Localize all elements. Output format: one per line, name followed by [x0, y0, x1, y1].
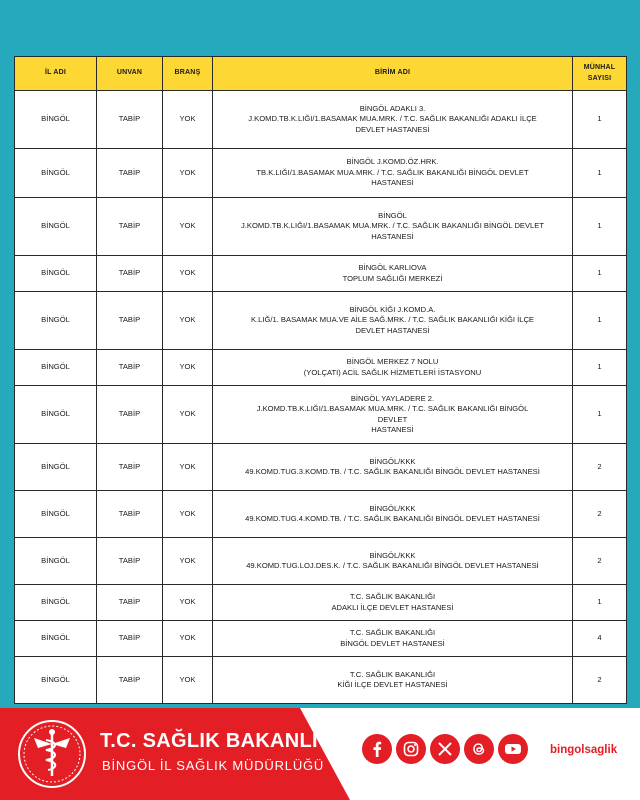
- birim-line: BİNGÖL KARLIOVA: [358, 263, 427, 272]
- cell-birim: [213, 585, 573, 621]
- cell-munhal: 2: [573, 538, 627, 585]
- cell-brans: YOK: [163, 657, 213, 704]
- vacancy-table: [14, 56, 627, 704]
- cell-unvan: TABİP: [97, 91, 163, 149]
- table-body: [15, 91, 627, 704]
- birim-line: HASTANESİ: [371, 425, 414, 434]
- table-row: [15, 91, 627, 149]
- facebook-icon[interactable]: [362, 734, 392, 764]
- cell-brans: YOK: [163, 198, 213, 256]
- cell-il: BİNGÖL: [15, 198, 97, 256]
- birim-line: ADAKLI İLÇE DEVLET HASTANESİ: [331, 602, 454, 612]
- cell-birim: [213, 444, 573, 491]
- table-row: [15, 444, 627, 491]
- birim-line: DEVLET HASTANESİ: [355, 124, 430, 134]
- header-munhal-line1: MÜNHAL: [583, 64, 616, 71]
- cell-munhal: 2: [573, 657, 627, 704]
- birim-line: K.LIĞ/1. BASAMAK MUA.VE AİLE SAĞ.MRK. / T.C. SAĞLIK BAKANLIĞI KİĞI İLÇE: [250, 315, 535, 325]
- birim-line: HASTANESİ: [371, 178, 414, 188]
- cell-unvan: TABİP: [97, 585, 163, 621]
- table-row: [15, 256, 627, 292]
- cell-unvan: TABİP: [97, 198, 163, 256]
- cell-munhal: 2: [573, 491, 627, 538]
- birim-line: BİNGÖL KİĞI J.KOMD.A.: [349, 304, 436, 314]
- cell-il: BİNGÖL: [15, 256, 97, 292]
- cell-brans: YOK: [163, 149, 213, 198]
- cell-munhal: 1: [573, 350, 627, 386]
- header-birim: BİRİM ADI: [213, 57, 573, 91]
- table-row: [15, 585, 627, 621]
- birim-line: BİNGÖL/KKK: [369, 503, 416, 513]
- cell-unvan: TABİP: [97, 491, 163, 538]
- cell-brans: YOK: [163, 621, 213, 657]
- table-row: [15, 657, 627, 704]
- birim-line: 49.KOMD.TUG.4.KOMD.TB. / T.C. SAĞLIK BAKANLIĞI BİNGÖL DEVLET HASTANESİ: [245, 514, 540, 523]
- cell-brans: YOK: [163, 256, 213, 292]
- cell-munhal: 1: [573, 585, 627, 621]
- youtube-icon[interactable]: [498, 734, 528, 764]
- birim-line: BİNGÖL/KKK: [369, 456, 416, 466]
- cell-il: BİNGÖL: [15, 292, 97, 350]
- cell-unvan: TABİP: [97, 386, 163, 444]
- birim-line: TOPLUM SAĞLIĞI MERKEZİ: [342, 273, 443, 283]
- birim-line: (YOLÇATI) ACİL SAĞLIK HİZMETLERİ İSTASYONU: [303, 367, 482, 377]
- table-row: [15, 292, 627, 350]
- birim-line: BİNGÖL YAYLADERE 2.: [350, 393, 435, 403]
- header-unvan: UNVAN: [97, 57, 163, 91]
- cell-il: BİNGÖL: [15, 538, 97, 585]
- birim-line: T.C. SAĞLIK BAKANLIĞI: [349, 669, 436, 679]
- header-munhal: [573, 57, 627, 91]
- cell-birim: [213, 91, 573, 149]
- cell-birim: [213, 657, 573, 704]
- birim-line: BİNGÖL/KKK: [369, 550, 416, 560]
- cell-il: BİNGÖL: [15, 350, 97, 386]
- table-row: [15, 538, 627, 585]
- cell-birim: [213, 149, 573, 198]
- x-icon[interactable]: [430, 734, 460, 764]
- table-row: [15, 149, 627, 198]
- cell-munhal: 1: [573, 256, 627, 292]
- cell-birim: [213, 538, 573, 585]
- cell-unvan: TABİP: [97, 444, 163, 491]
- birim-line: BİNGÖL ADAKLI 3.: [359, 103, 426, 113]
- cell-unvan: TABİP: [97, 657, 163, 704]
- birim-line: 49.KOMD.TUG.LOJ.DES.K. / T.C. SAĞLIK BAKANLIĞI BİNGÖL DEVLET HASTANESİ: [246, 561, 539, 570]
- birim-line: BİNGÖL: [378, 210, 407, 220]
- birim-line: BİNGÖL DEVLET HASTANESİ: [340, 638, 445, 648]
- birim-line: J.KOMD.TB.K.LIĞI/1.BASAMAK MUA.MRK. / T.C. SAĞLIK BAKANLIĞI BİNGÖL: [256, 404, 529, 413]
- cell-il: BİNGÖL: [15, 585, 97, 621]
- cell-birim: [213, 256, 573, 292]
- cell-il: BİNGÖL: [15, 149, 97, 198]
- cell-unvan: TABİP: [97, 621, 163, 657]
- cell-unvan: TABİP: [97, 350, 163, 386]
- cell-brans: YOK: [163, 491, 213, 538]
- social-handle[interactable]: bingolsaglik: [550, 744, 618, 756]
- cell-munhal: 1: [573, 292, 627, 350]
- cell-munhal: 4: [573, 621, 627, 657]
- header-il: İL ADI: [15, 57, 97, 91]
- birim-line: J.KOMD.TB.K.LIĞI/1.BASAMAK MUA.MRK. / T.C. SAĞLIK BAKANLIĞI BİNGÖL DEVLET: [241, 221, 544, 231]
- cell-munhal: 1: [573, 198, 627, 256]
- cell-brans: YOK: [163, 585, 213, 621]
- cell-munhal: 1: [573, 149, 627, 198]
- organization-subtitle: BİNGÖL İL SAĞLIK MÜDÜRLÜĞÜ: [102, 758, 325, 773]
- table-header-row: [15, 57, 627, 91]
- table-row: [15, 198, 627, 256]
- table-row: [15, 386, 627, 444]
- cell-birim: [213, 198, 573, 256]
- cell-birim: [213, 386, 573, 444]
- birim-line: BİNGÖL MERKEZ 7 NOLU: [346, 357, 439, 366]
- birim-line: J.KOMD.TB.K.LIĞI/1.BASAMAK MUA.MRK. / T.C. SAĞLIK BAKANLIĞI ADAKLI İLÇE: [248, 114, 537, 124]
- header-munhal-line2: SAYISI: [587, 74, 612, 82]
- cell-il: BİNGÖL: [15, 444, 97, 491]
- birim-line: T.C. SAĞLIK BAKANLIĞI: [349, 628, 436, 637]
- cell-unvan: TABİP: [97, 149, 163, 198]
- cell-munhal: 2: [573, 444, 627, 491]
- table-row: [15, 491, 627, 538]
- cell-unvan: TABİP: [97, 292, 163, 350]
- cell-brans: YOK: [163, 292, 213, 350]
- birim-line: TB.K.LIĞI/1.BASAMAK MUA.MRK. / T.C. SAĞLIK BAKANLIĞI BİNGÖL DEVLET: [256, 167, 529, 177]
- cell-birim: [213, 491, 573, 538]
- cell-brans: YOK: [163, 91, 213, 149]
- cell-il: BİNGÖL: [15, 386, 97, 444]
- birim-line: 49.KOMD.TUG.3.KOMD.TB. / T.C. SAĞLIK BAKANLIĞI BİNGÖL DEVLET HASTANESİ: [245, 467, 540, 476]
- birim-line: DEVLET HASTANESİ: [355, 325, 430, 335]
- vacancy-table-container: [14, 56, 626, 704]
- cell-birim: [213, 621, 573, 657]
- cell-il: BİNGÖL: [15, 491, 97, 538]
- cell-birim: [213, 350, 573, 386]
- birim-line: KİĞI İLÇE DEVLET HASTANESİ: [337, 680, 448, 689]
- cell-brans: YOK: [163, 538, 213, 585]
- cell-munhal: 1: [573, 91, 627, 149]
- organization-title: T.C. SAĞLIK BAKANLIĞI: [100, 730, 340, 752]
- cell-il: BİNGÖL: [15, 621, 97, 657]
- social-links: [362, 734, 528, 764]
- threads-icon[interactable]: [464, 734, 494, 764]
- cell-brans: YOK: [163, 386, 213, 444]
- instagram-icon[interactable]: [396, 734, 426, 764]
- birim-line: T.C. SAĞLIK BAKANLIĞI: [349, 592, 436, 601]
- footer: [0, 708, 640, 800]
- table-row: [15, 350, 627, 386]
- cell-birim: [213, 292, 573, 350]
- cell-unvan: TABİP: [97, 256, 163, 292]
- birim-line: HASTANESİ: [371, 231, 414, 241]
- cell-il: BİNGÖL: [15, 91, 97, 149]
- birim-line: DEVLET: [377, 414, 408, 424]
- cell-brans: YOK: [163, 350, 213, 386]
- table-row: [15, 621, 627, 657]
- header-brans: BRANŞ: [163, 57, 213, 91]
- cell-brans: YOK: [163, 444, 213, 491]
- ministry-emblem-icon: [16, 718, 88, 790]
- cell-munhal: 1: [573, 386, 627, 444]
- cell-il: BİNGÖL: [15, 657, 97, 704]
- birim-line: BİNGÖL J.KOMD.ÖZ.HRK.: [346, 157, 439, 167]
- cell-unvan: TABİP: [97, 538, 163, 585]
